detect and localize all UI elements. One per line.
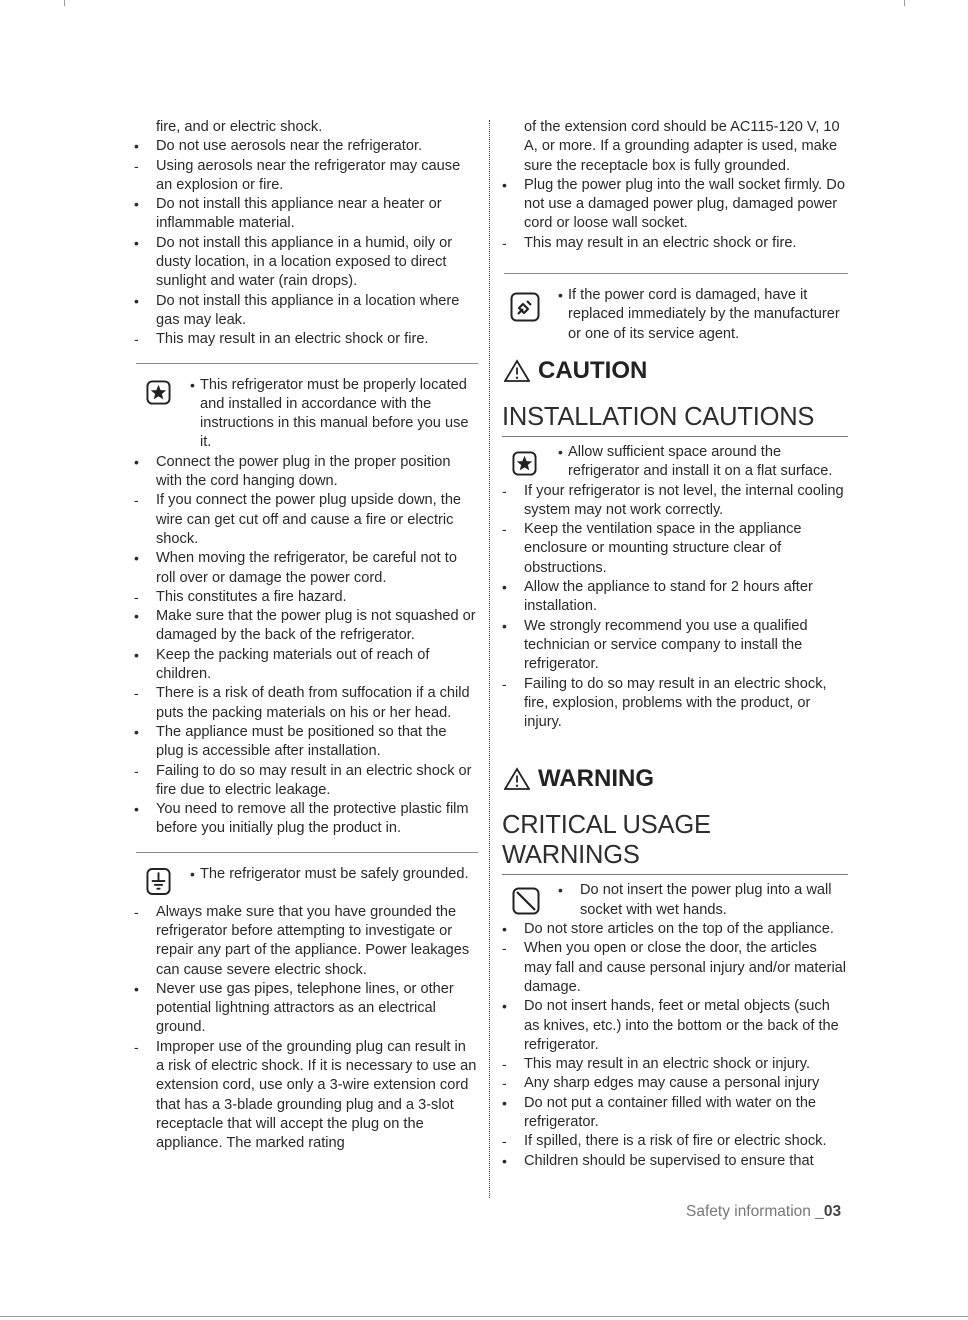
list-item — [500, 1055, 848, 1074]
list-item-text: Failing to do so may result in an electric shock, fire, explosion, problems with the product, or injury. — [524, 675, 827, 731]
list-item — [132, 646, 478, 685]
list-item-text: Make sure that the power plug is not squashed or damaged by the back of the refrigerator. — [156, 608, 476, 644]
list-item — [132, 684, 478, 723]
bullet: • — [134, 980, 139, 997]
list-item — [132, 800, 478, 839]
list-item — [132, 1038, 478, 1154]
plug-icon — [510, 292, 540, 322]
list-item — [500, 920, 848, 939]
warning-triangle-icon — [504, 767, 530, 791]
bullet: • — [502, 176, 507, 193]
list-item-text: This may result in an electric shock or injury. — [524, 1056, 811, 1073]
list-item-text: Never use gas pipes, telephone lines, or other potential lightning attractors as an electrical ground. — [156, 980, 454, 1036]
list-item — [132, 137, 478, 156]
list-item — [132, 292, 478, 331]
dash: - — [502, 234, 507, 251]
list-item — [500, 578, 848, 617]
list-item — [500, 1074, 848, 1093]
bullet: • — [134, 138, 139, 155]
list-item-text: This may result in an electric shock or fire. — [156, 331, 429, 348]
dash: - — [502, 675, 507, 692]
warning-label: WARNING — [538, 765, 654, 793]
list-item — [500, 118, 848, 176]
list-item-text: Do not use aerosols near the refrigerator. — [156, 138, 423, 155]
list-item — [500, 1152, 848, 1171]
divider-rule — [504, 273, 848, 274]
bullet: • — [134, 646, 139, 663]
dash: - — [502, 940, 507, 957]
crop-mark-left — [64, 0, 65, 6]
bullet: • — [558, 287, 563, 304]
bullet: • — [134, 292, 139, 309]
note-grounded — [132, 865, 478, 903]
list-item — [132, 980, 478, 1038]
bullet: • — [558, 443, 563, 460]
warning-heading — [504, 762, 848, 796]
list-item — [500, 675, 848, 733]
dash: - — [502, 1075, 507, 1092]
list-item-text: Connect the power plug in the proper position with the cord hanging down. — [156, 453, 451, 490]
crop-mark-right — [904, 0, 905, 6]
note-space — [500, 443, 848, 482]
list-item — [132, 607, 478, 646]
list-item-text: fire, and or electric shock. — [156, 119, 323, 135]
list-item-text: Do not put a container filled with water on the refrigerator. — [524, 1094, 817, 1130]
bullet: • — [134, 608, 139, 625]
list-item-text: Do not store articles on the top of the appliance. — [524, 921, 834, 938]
right-column — [500, 118, 848, 1171]
dash: - — [502, 521, 507, 538]
list-item-text: Do not insert hands, feet or metal objects (such as knives, etc.) into the bottom or the back of the refrigerator. — [524, 998, 839, 1053]
list-item-text: Failing to do so may result in an electric shock or fire due to electric leakage. — [156, 762, 472, 798]
bullet: • — [134, 453, 139, 470]
list-item — [132, 118, 478, 137]
list-item — [132, 762, 478, 801]
installation-cautions-title: INSTALLATION CAUTIONS — [502, 402, 848, 437]
caution-heading — [504, 354, 848, 388]
note-text: This refrigerator must be properly located and installed in accordance with the instructions in this manual before you use it. — [200, 376, 469, 451]
bullet: • — [502, 617, 507, 634]
list-item — [500, 1132, 848, 1151]
list-item — [132, 491, 478, 549]
list-item-text: Improper use of the grounding plug can result in a risk of electric shock. If it is necessary to use an extension cord, use only a 3-wire extension cord that has a 3-blade grounding plug and a 3-slot receptacle that will accept the plug on the appliance. The marked rating — [156, 1038, 477, 1152]
list-item-text: Keep the packing materials out of reach of children. — [156, 646, 430, 683]
bullet: • — [190, 376, 195, 393]
list-item — [500, 176, 848, 234]
list-item-text: Children should be supervised to ensure that — [524, 1152, 814, 1169]
bullet: • — [134, 801, 139, 818]
list-item — [132, 195, 478, 234]
dash: - — [502, 482, 507, 499]
column-divider — [489, 120, 490, 1198]
note-text: Do not insert the power plug into a wall socket with wet hands. — [580, 882, 832, 918]
list-item — [132, 723, 478, 762]
list-item — [132, 588, 478, 607]
dash: - — [134, 492, 139, 509]
right-list-3 — [500, 920, 848, 1171]
list-item — [500, 520, 848, 578]
left-list-3 — [132, 903, 478, 1154]
bullet: • — [502, 1152, 507, 1169]
list-item — [132, 330, 478, 349]
list-item-text: Do not install this appliance in a location where gas may leak. — [156, 292, 460, 328]
list-item — [500, 997, 848, 1055]
dash: - — [134, 157, 139, 174]
dash: - — [134, 685, 139, 702]
note-text: The refrigerator must be safely grounded. — [200, 865, 469, 882]
footer-label: Safety information _ — [686, 1203, 824, 1220]
list-item — [132, 234, 478, 292]
bullet: • — [502, 921, 507, 938]
list-item — [500, 617, 848, 675]
list-item-text: Plug the power plug into the wall socket firmly. Do not use a damaged power plug, damaged power cord or loose wall socket. — [524, 176, 845, 232]
right-list-1 — [500, 118, 848, 253]
bullet: • — [502, 579, 507, 596]
left-list-1 — [132, 118, 478, 350]
list-item-text: of the extension cord should be AC115-120 V, 10 A, or more. If a grounding adapter is used, make sure the receptacle box is fully grounded. — [524, 119, 840, 174]
list-item — [132, 157, 478, 196]
divider-rule — [136, 363, 478, 364]
list-item — [132, 903, 478, 980]
list-item-text: If you connect the power plug upside down, the wire can get cut off and cause a fire or electric shock. — [156, 492, 462, 547]
bottom-trim-line — [0, 1316, 968, 1317]
note-text: If the power cord is damaged, have it replaced immediately by the manufacturer or one of its service agent. — [568, 287, 840, 342]
dash: - — [134, 762, 139, 779]
right-list-2 — [500, 482, 848, 733]
critical-usage-warnings-title: CRITICAL USAGE WARNINGS — [502, 810, 848, 875]
star-box-icon — [512, 451, 537, 476]
divider-rule — [136, 852, 478, 853]
bullet: • — [558, 882, 563, 899]
bullet: • — [502, 998, 507, 1015]
list-item — [132, 453, 478, 492]
note-properly-installed — [132, 376, 478, 453]
list-item — [500, 234, 848, 253]
bullet: • — [134, 550, 139, 567]
list-item-text: Using aerosols near the refrigerator may cause an explosion or fire. — [156, 157, 461, 193]
page-footer — [686, 1203, 841, 1221]
note-text: Allow sufficient space around the refrigerator and install it on a flat surface. — [568, 443, 833, 480]
caution-label: CAUTION — [538, 356, 648, 384]
note-power-cord — [500, 286, 848, 344]
list-item-text: Always make sure that you have grounded the refrigerator before attempting to investigate or repair any part of the appliance. Power leakages can cause severe electric shock. — [156, 903, 470, 978]
list-item-text: If spilled, there is a risk of fire or electric shock. — [524, 1133, 827, 1150]
bullet: • — [502, 1094, 507, 1111]
dash: - — [134, 331, 139, 348]
list-item-text: Keep the ventilation space in the appliance enclosure or mounting structure clear of obstructions. — [524, 521, 802, 576]
bullet: • — [134, 723, 139, 740]
list-item-text: There is a risk of death from suffocation if a child puts the packing materials on his or her head. — [156, 685, 470, 721]
list-item-text: You need to remove all the protective plastic film before you initially plug the product in. — [156, 801, 469, 837]
page-number: 03 — [823, 1203, 842, 1220]
list-item-text: Do not install this appliance near a heater or inflammable material. — [156, 196, 442, 232]
star-box-icon — [146, 380, 171, 405]
list-item-text: Allow the appliance to stand for 2 hours after installation. — [524, 579, 813, 615]
left-list-2 — [132, 453, 478, 839]
dash: - — [134, 588, 139, 605]
list-item — [500, 939, 848, 997]
note-wet-hands — [500, 881, 848, 920]
list-item-text: Any sharp edges may cause a personal injury — [524, 1075, 820, 1092]
dash: - — [502, 1133, 507, 1150]
warning-triangle-icon — [504, 359, 530, 383]
list-item — [500, 1094, 848, 1133]
list-item-text: When moving the refrigerator, be careful not to roll over or damage the power cord. — [156, 550, 457, 586]
dash: - — [134, 903, 139, 920]
list-item-text: This may result in an electric shock or fire. — [524, 234, 797, 251]
bullet: • — [134, 196, 139, 213]
list-item-text: If your refrigerator is not level, the internal cooling system may not work correctly. — [524, 482, 844, 518]
bullet: • — [134, 234, 139, 251]
list-item-text: Do not install this appliance in a humid, oily or dusty location, in a location exposed to direct sunlight and water (rain drops). — [156, 234, 453, 290]
ground-icon — [146, 867, 171, 897]
dash: - — [134, 1038, 139, 1055]
left-column — [132, 118, 478, 1154]
list-item-text: When you open or close the door, the articles may fall and cause personal injury and/or material damage. — [524, 940, 847, 995]
list-item-text: The appliance must be positioned so that the plug is accessible after installation. — [156, 723, 447, 760]
bullet: • — [190, 865, 195, 882]
list-item — [500, 482, 848, 521]
list-item-text: This constitutes a fire hazard. — [156, 588, 347, 605]
list-item — [132, 549, 478, 588]
dash: - — [502, 1056, 507, 1073]
prohibited-icon — [512, 887, 540, 915]
list-item-text: We strongly recommend you use a qualified technician or service company to install the refrigerator. — [524, 617, 808, 673]
